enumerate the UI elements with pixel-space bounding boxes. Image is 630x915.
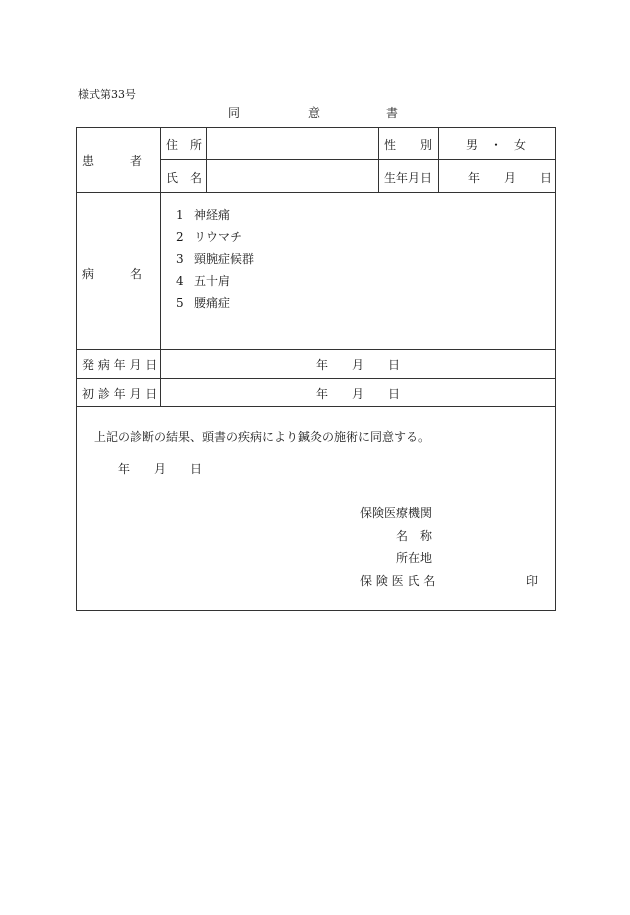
address-label: 住 所 [166, 138, 203, 152]
title-char-3: 書 [386, 106, 399, 120]
sex-label: 性 別 [384, 138, 433, 152]
divider [76, 406, 556, 407]
list-item [176, 226, 254, 248]
disease-number: 3 [176, 252, 184, 266]
disease-list [176, 204, 254, 314]
form-number: 様式第33号 [78, 88, 136, 101]
divider [438, 127, 439, 192]
divider [160, 159, 556, 160]
doctor-name-label: 保 険 医 氏 名 [360, 574, 436, 588]
disease-number: 2 [176, 230, 184, 244]
divider [76, 378, 556, 379]
name-label: 氏 名 [166, 171, 203, 185]
onset-date: 年 月 日 [316, 358, 401, 372]
seal-mark: 印 [526, 574, 539, 588]
sex-options: 男 ・ 女 [466, 138, 527, 152]
disease-number: 5 [176, 296, 184, 310]
disease-name: 五十肩 [194, 274, 231, 288]
consent-date: 年 月 日 [118, 462, 203, 476]
divider [206, 127, 207, 192]
consent-statement: 上記の診断の結果、頭書の疾病により鍼灸の施術に同意する。 [94, 430, 431, 444]
divider [378, 127, 379, 192]
divider [76, 349, 556, 350]
divider [76, 192, 556, 193]
disease-number: 1 [176, 208, 184, 222]
title-char-1: 同 [228, 106, 241, 120]
dob-value: 年 月 日 [468, 171, 553, 185]
institution-location-label: 所在地 [396, 551, 433, 565]
divider [160, 127, 161, 406]
disease-name: リウマチ [194, 230, 243, 244]
list-item [176, 292, 254, 314]
patient-label: 患 者 [82, 154, 143, 168]
disease-name: 頸腕症候群 [194, 252, 255, 266]
dob-label: 生年月日 [384, 171, 433, 185]
first-visit-date: 年 月 日 [316, 387, 401, 401]
name-field[interactable] [212, 169, 372, 185]
list-item [176, 248, 254, 270]
disease-name: 神経痛 [194, 208, 231, 222]
title-char-2: 意 [308, 106, 321, 120]
address-field[interactable] [212, 136, 372, 152]
disease-name: 腰痛症 [194, 296, 231, 310]
institution-name-label: 名 称 [396, 529, 433, 543]
onset-label: 発 病 年 月 日 [82, 358, 158, 372]
institution-label: 保険医療機関 [360, 506, 433, 520]
disease-number: 4 [176, 274, 184, 288]
list-item [176, 204, 254, 226]
list-item [176, 270, 254, 292]
first-visit-label: 初 診 年 月 日 [82, 387, 158, 401]
disease-label: 病 名 [82, 267, 143, 281]
